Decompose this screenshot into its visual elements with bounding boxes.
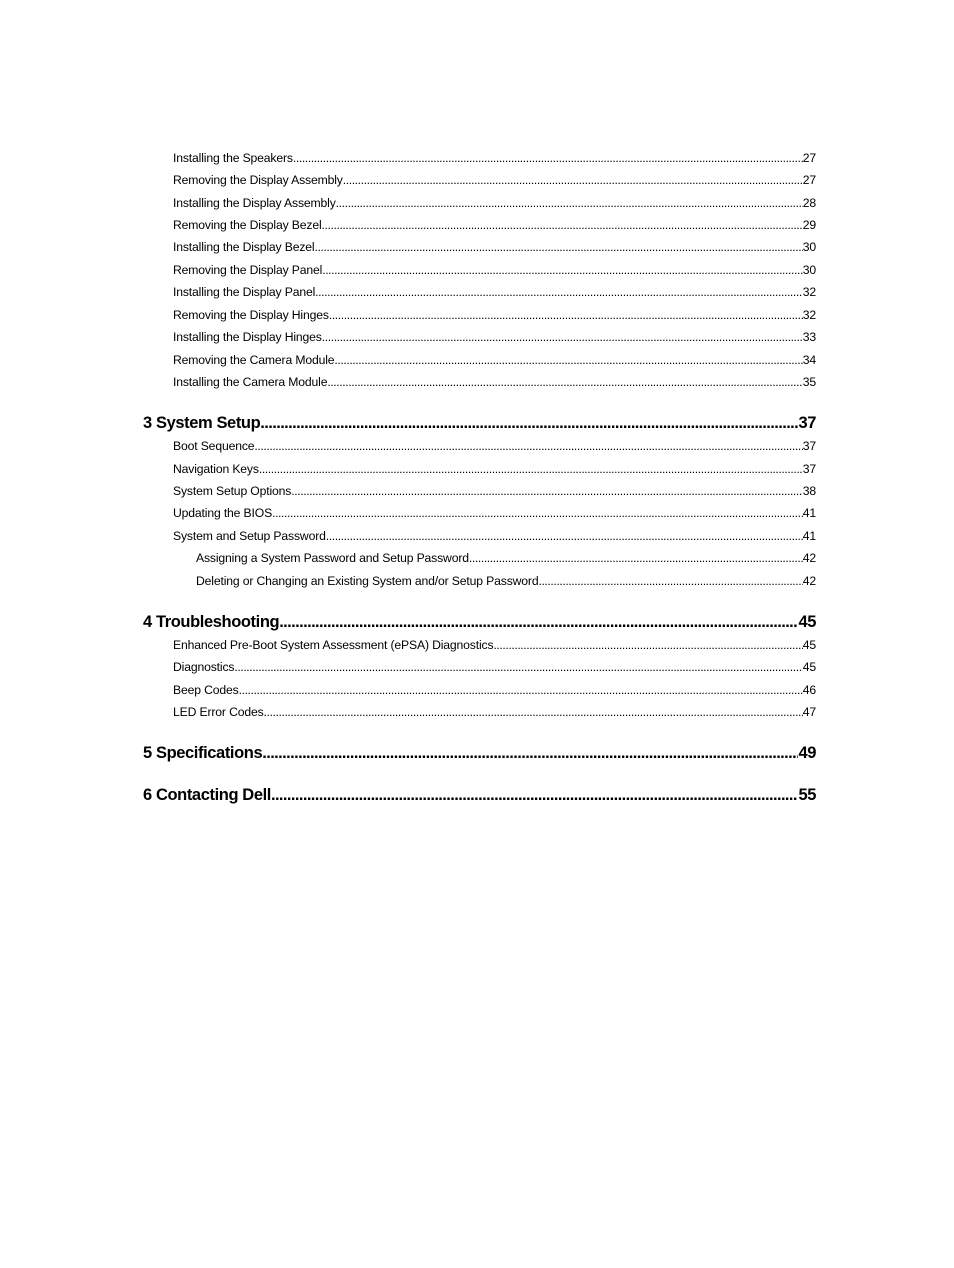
toc-page-number: 45 (798, 613, 816, 631)
toc-page-number: 45 (802, 660, 816, 674)
toc-page-number: 55 (798, 786, 816, 804)
toc-page-number: 37 (798, 414, 816, 432)
toc-dot-leader (322, 263, 803, 277)
toc-page-number: 32 (802, 308, 816, 322)
toc-section-entry[interactable] (173, 375, 816, 389)
toc-entry-title: Installing the Camera Module (173, 375, 328, 389)
toc-section-entry[interactable] (173, 330, 816, 344)
toc-dot-leader (260, 414, 798, 433)
toc-dot-leader (264, 705, 803, 719)
toc-dot-leader (469, 551, 803, 565)
toc-entry-title: Removing the Display Hinges (173, 308, 329, 322)
toc-page-number: 29 (802, 218, 816, 232)
toc-chapter-entry[interactable] (143, 613, 816, 632)
toc-section-entry[interactable] (173, 196, 816, 210)
toc-entry-title: 4 Troubleshooting (143, 613, 280, 631)
toc-section-entry[interactable] (173, 529, 816, 543)
toc-section-entry[interactable] (173, 173, 816, 187)
toc-entry-title: Beep Codes (173, 683, 239, 697)
toc-entry-title: Installing the Speakers (173, 151, 293, 165)
toc-entry-title: 5 Specifications (143, 744, 263, 762)
toc-entry-title: Diagnostics (173, 660, 235, 674)
toc-page-number: 35 (802, 375, 816, 389)
toc-entry-title: Installing the Display Bezel (173, 240, 315, 254)
toc-page-number: 27 (802, 173, 816, 187)
toc-entry-title: Installing the Display Hinges (173, 330, 322, 344)
toc-chapter-entry[interactable] (143, 414, 816, 433)
toc-dot-leader (272, 506, 803, 520)
toc-dot-leader (259, 462, 803, 476)
toc-entry-title: Assigning a System Password and Setup Password (196, 551, 469, 565)
toc-dot-leader (314, 240, 802, 254)
toc-dot-leader (329, 308, 803, 322)
toc-entry-title: Installing the Display Assembly (173, 196, 336, 210)
toc-page-number: 30 (802, 263, 816, 277)
toc-page-number: 27 (802, 151, 816, 165)
toc-dot-leader (336, 196, 803, 210)
toc-entry-title: System and Setup Password (173, 529, 326, 543)
toc-dot-leader (262, 744, 798, 763)
toc-dot-leader (322, 330, 803, 344)
toc-dot-leader (254, 439, 802, 453)
toc-page-number: 41 (802, 529, 816, 543)
toc-entry-title: Installing the Display Panel (173, 285, 316, 299)
toc-page-number: 33 (802, 330, 816, 344)
toc-entry-title: Navigation Keys (173, 462, 259, 476)
toc-entry-title: Boot Sequence (173, 439, 255, 453)
toc-dot-leader (315, 285, 803, 299)
toc-entry-title: LED Error Codes (173, 705, 264, 719)
toc-section-entry[interactable] (173, 484, 816, 498)
toc-page-number: 34 (802, 353, 816, 367)
toc-entry-title: 3 System Setup (143, 414, 261, 432)
toc-dot-leader (271, 786, 798, 805)
toc-section-entry[interactable] (173, 462, 816, 476)
toc-page-number: 47 (802, 705, 816, 719)
toc-page-number: 30 (802, 240, 816, 254)
toc-chapter-entry[interactable] (143, 786, 816, 805)
toc-dot-leader (538, 574, 802, 588)
toc-page-number: 42 (802, 574, 816, 588)
toc-page-number: 46 (802, 683, 816, 697)
toc-section-entry[interactable] (173, 285, 816, 299)
toc-dot-leader (334, 353, 802, 367)
toc-page-number: 49 (798, 744, 816, 762)
toc-dot-leader (326, 529, 803, 543)
toc-page-number: 37 (802, 462, 816, 476)
toc-page-number: 28 (802, 196, 816, 210)
toc-section-entry[interactable] (173, 151, 816, 165)
toc-section-entry[interactable] (173, 683, 816, 697)
toc-page-number: 45 (802, 638, 816, 652)
toc-section-entry[interactable] (173, 263, 816, 277)
toc-section-entry[interactable] (196, 551, 816, 565)
toc-section-entry[interactable] (173, 638, 816, 652)
toc-dot-leader (291, 484, 802, 498)
toc-dot-leader (239, 683, 803, 697)
toc-section-entry[interactable] (173, 218, 816, 232)
toc-dot-leader (234, 660, 802, 674)
toc-dot-leader (327, 375, 802, 389)
toc-page-number: 41 (802, 506, 816, 520)
toc-dot-leader (293, 151, 803, 165)
toc-dot-leader (279, 613, 798, 632)
toc-page-number: 38 (802, 484, 816, 498)
toc-section-entry[interactable] (196, 574, 816, 588)
toc-section-entry[interactable] (173, 506, 816, 520)
toc-dot-leader (322, 218, 803, 232)
toc-entry-title: System Setup Options (173, 484, 292, 498)
toc-section-entry[interactable] (173, 240, 816, 254)
toc-entry-title: Enhanced Pre-Boot System Assessment (ePSA) Diagnostics (173, 638, 494, 652)
toc-page-number: 37 (802, 439, 816, 453)
toc-section-entry[interactable] (173, 353, 816, 367)
toc-dot-leader (343, 173, 803, 187)
toc-section-entry[interactable] (173, 705, 816, 719)
toc-dot-leader (493, 638, 802, 652)
toc-entry-title: 6 Contacting Dell (143, 786, 271, 804)
toc-entry-title: Removing the Display Assembly (173, 173, 343, 187)
toc-entry-title: Removing the Display Panel (173, 263, 323, 277)
toc-entry-title: Removing the Camera Module (173, 353, 335, 367)
toc-entry-title: Removing the Display Bezel (173, 218, 322, 232)
toc-entry-title: Deleting or Changing an Existing System and/or Setup Password (196, 574, 539, 588)
toc-entry-title: Updating the BIOS (173, 506, 273, 520)
toc-page-number: 42 (802, 551, 816, 565)
toc-page-number: 32 (802, 285, 816, 299)
toc-section-entry[interactable] (173, 439, 816, 453)
toc-section-entry[interactable] (173, 308, 816, 322)
toc-chapter-entry[interactable] (143, 744, 816, 763)
toc-section-entry[interactable] (173, 660, 816, 674)
